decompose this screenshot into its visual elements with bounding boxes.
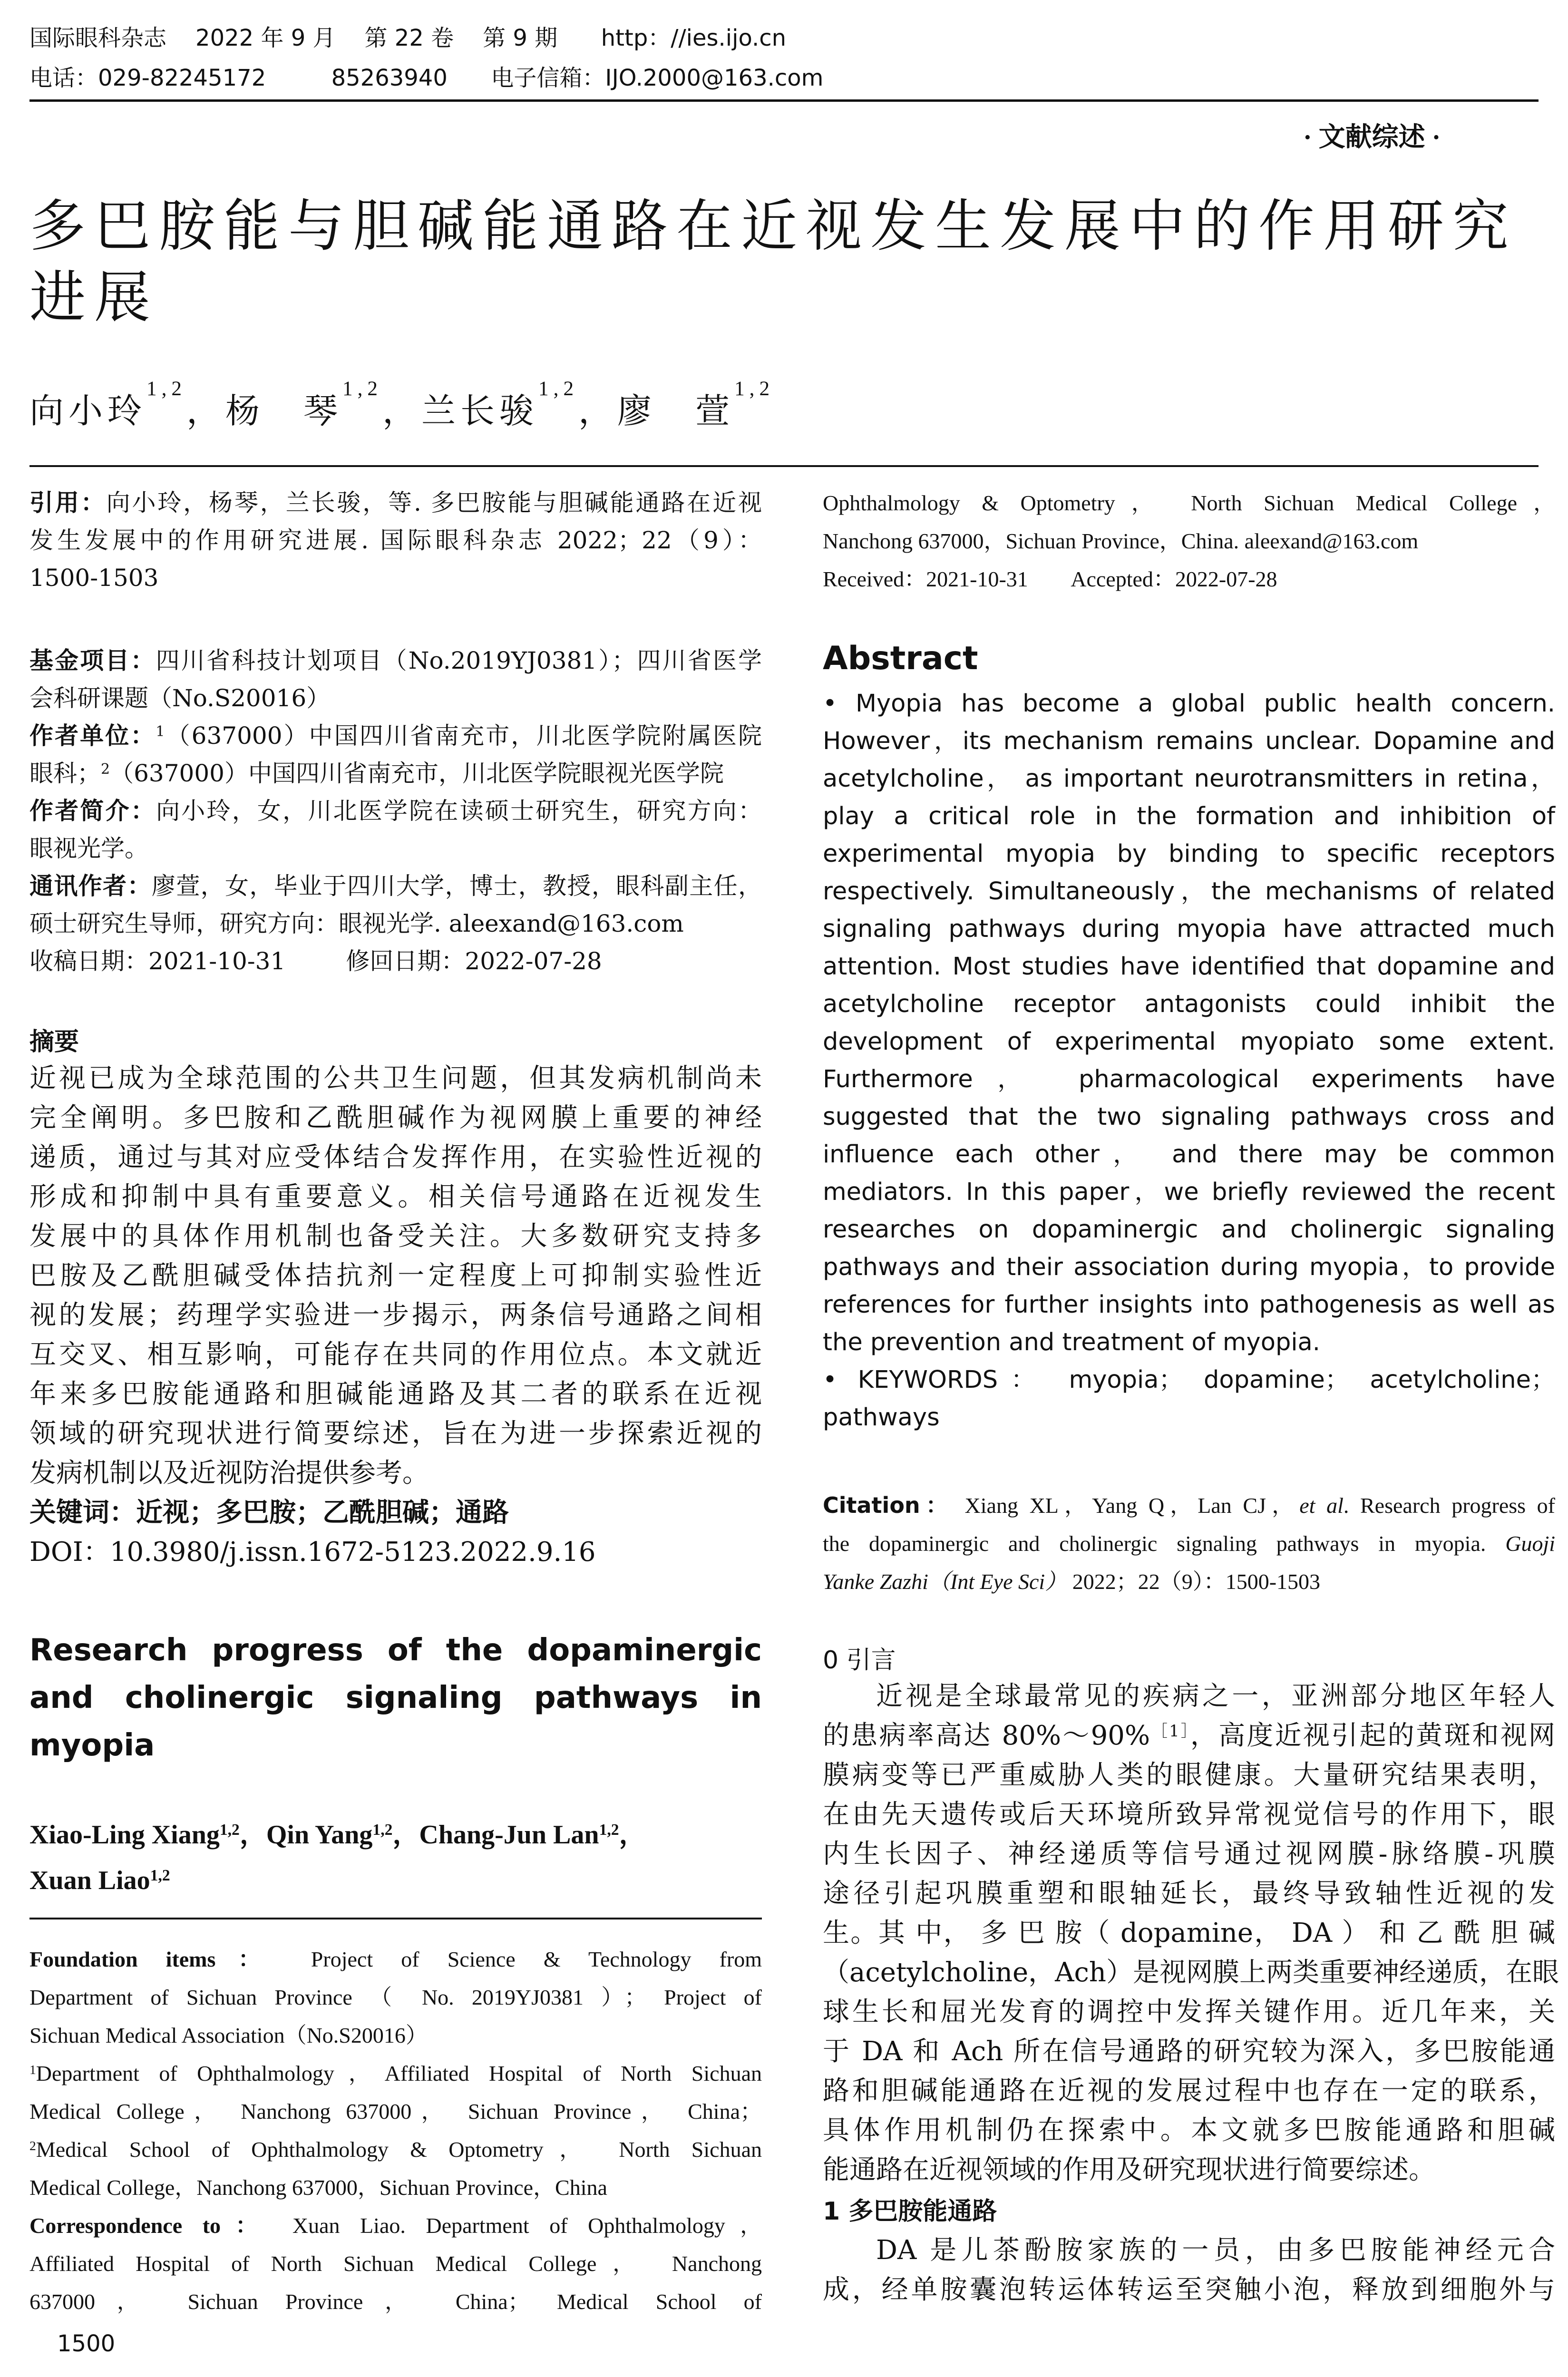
author-cn: 廖 萱	[617, 392, 735, 430]
author-cn: 兰长骏	[421, 392, 539, 430]
abstract-cn-heading: 摘要	[29, 1028, 79, 1056]
section-tag: · 文献综述 ·	[1303, 123, 1441, 152]
correspondence-cont: Ophthalmology & Optometry， North Sichuan Medical College， Nanchong 637000，Sichuan Province，China. aleexand@163.com Received：2021-10-31 Accepted：2022-07-28	[823, 491, 1555, 591]
author-cn: 向小玲	[29, 392, 147, 430]
english-article-info: Foundation items： Project of Science & Technology from Department of Sichuan Province （ No. 2019YJ0381 ）； Project of Sichuan Medical Association（No.S20016） $^1$Department of Ophthalmology，Affiliated Hospital of North Sichuan Medical College， Nanchong 637000， Sichuan Province， China； $^2$Medical School of Ophthalmology & Optometry， North Sichuan Medical College，Nanchong 637000，Sichuan Province，China Correspondence to： Xuan Liao. Department of Ophthalmology， Affiliated Hospital of North Sichuan Medical College， Nanchong 637000， Sichuan Province， China； Medical School of	[29, 1947, 762, 2314]
citation-en: Citation： Xiang XL，Yang Q，Lan CJ，et al. Research progress of the dopaminergic and cholinergic signaling pathways in myopia. Guoji Yanke Zazhi（Int Eye Sci） 2022；22（9）：1500-1503	[823, 1492, 1555, 1594]
keywords-cn: 关键词：近视；多巴胺；乙酰胆碱；通路	[29, 1497, 509, 1528]
author-cn: 杨 琴	[225, 392, 343, 430]
title-line-1: 多巴胺能与胆碱能通路在近视发生发展中的作用研究	[29, 193, 1518, 259]
abstract-en: • Myopia has become a global public health concern. However，its mechanism remains unclear. Dopamine and acetylcholine， as important neurotransmitters in retina， play a critical role in the formation and inhibition of experimental myopia by binding to specific receptors respectively. Simultaneously，the mechanisms of related signaling pathways during myopia have attracted much attention. Most studies have identified that dopamine and acetylcholine receptor antagonists could inhibit the development of experimental myopiato some extent. Furthermore， pharmacological experiments have suggested that the two signaling pathways cross and influence each other， and there may be common mediators. In this paper，we briefly reviewed the recent researches on dopaminergic and cholinergic signaling pathways and their association during myopia，to provide references for further insights into pathogenesis as well as the prevention and treatment of myopia. • KEYWORDS： myopia； dopamine； acetylcholine； pathways	[823, 690, 1555, 1432]
english-authors: Xiao-Ling Xiang$^{1,2}$，Qin Yang$^{1,2}$，Chang-Jun Lan$^{1,2}$， Xuan Liao$^{1,2}$	[29, 1820, 646, 1895]
journal-header-line2: 电话：029-82245172 85263940 电子信箱：IJO.2000@163.com	[29, 65, 824, 91]
article-title	[29, 190, 1542, 333]
keywords-en: • KEYWORDS： myopia； dopamine； acetylcholine；	[823, 1366, 1555, 1394]
abstract-cn: 近视已成为全球范围的公共卫生问题，但其发病机制尚未 完全阐明。多巴胺和乙酰胆碱作为视网膜上重要的神经 递质，通过与其对应受体结合发挥作用，在实验性近视的 形成和抑制中具有重要意义。相关信号通路在近视发生 发展中的具体作用机制也备受关注。大多数研究支持多 巴胺及乙酰胆碱受体拮抗剂一定程度上可抑制实验性近 视的发展；药理学实验进一步揭示，两条信号通路之间相 互交叉、相互影响，可能存在共同的作用位点。本文就近 年来多巴胺能通路和胆碱能通路及其二者的联系在近视 领域的研究现状进行简要综述，旨在为进一步探索近视的 发病机制以及近视防治提供参考。 关键词：近视；多巴胺；乙酰胆碱；通路 DOI：10.3980/j.issn.1672-5123.2022.9.16	[29, 1059, 762, 1572]
article-info-cn: 基金项目：四川省科技计划项目（No.2019YJ0381）；四川省医学 会科研课题（No.S20016） 作者单位：$^1$（637000）中国四川省南充市，川北医学院附属医院 眼科；$^2$（637000）中国四川省南充市，川北医学院眼视光医学院 作者简介：向小玲，女，川北医学院在读硕士研究生，研究方向： 眼视光学。 通讯作者：廖萱，女，毕业于四川大学，博士，教授，眼科副主任， 硕士研究生导师，研究方向：眼视光学. aleexand@163.com 收稿日期：2021-10-31 修回日期：2022-07-28	[29, 647, 762, 975]
section-0-heading: 0 引言	[823, 1646, 896, 1675]
english-authors-rule	[29, 1918, 762, 1919]
abstract-en-heading: Abstract	[823, 640, 978, 677]
page-number: 1500	[57, 2330, 116, 2357]
citation-cn: 引用：向小玲，杨琴，兰长骏，等. 多巴胺能与胆碱能通路在近视 发生发展中的作用研究进展. 国际眼科杂志 2022；22（9）： 1500-1503	[29, 489, 762, 592]
authors-cn: 向小玲$^{1,2}$，杨 琴$^{1,2}$，兰长骏$^{1,2}$，廖 萱$^{1,2}$	[29, 378, 775, 430]
english-title: Research progress of the dopaminergic and cholinergic signaling pathways in myopia	[29, 1633, 762, 1763]
section-1-heading: 1 多巴胺能通路	[823, 2197, 997, 2226]
authors-rule	[29, 465, 1539, 467]
title-line-2: 进展	[29, 264, 159, 330]
section-0-body: 近视是全球最常见的疾病之一，亚洲部分地区年轻人 的患病率高达 80%～90%$^{[1]}$，高度近视引起的黄斑和视网 膜病变等已严重威胁人类的眼健康。大量研究结果表明， 在由先天遗传或后天环境所致异常视觉信号的作用下，眼 内生长因子、神经递质等信号通过视网膜-脉络膜-巩膜 途径引起巩膜重塑和眼轴延长，最终导致轴性近视的发 生。其 中， 多 巴 胺（ dopamine， DA ） 和 乙 酰 胆 碱 （acetylcholine，Ach）是视网膜上两类重要神经递质，在眼 球生长和屈光发育的调控中发挥关键作用。近几年来，关 于 DA 和 Ach 所在信号通路的研究较为深入，多巴胺能通 路和胆碱能通路在近视的发展过程中也存在一定的联系， 具体作用机制仍在探索中。本文就多巴胺能通路和胆碱 能通路在近视领域的作用及研究现状进行简要综述。	[823, 1681, 1559, 2185]
journal-header-line1: 国际眼科杂志 2022 年 9 月 第 22 卷 第 9 期 http：//ies.ijo.cn	[29, 25, 787, 51]
doi: DOI：10.3980/j.issn.1672-5123.2022.9.16	[29, 1537, 596, 1568]
section-1-body: DA 是儿茶酚胺家族的一员，由多巴胺能神经元合 成，经单胺囊泡转运体转运至突触小泡，释放到细胞外与	[823, 2235, 1555, 2305]
header-rule	[29, 99, 1539, 102]
